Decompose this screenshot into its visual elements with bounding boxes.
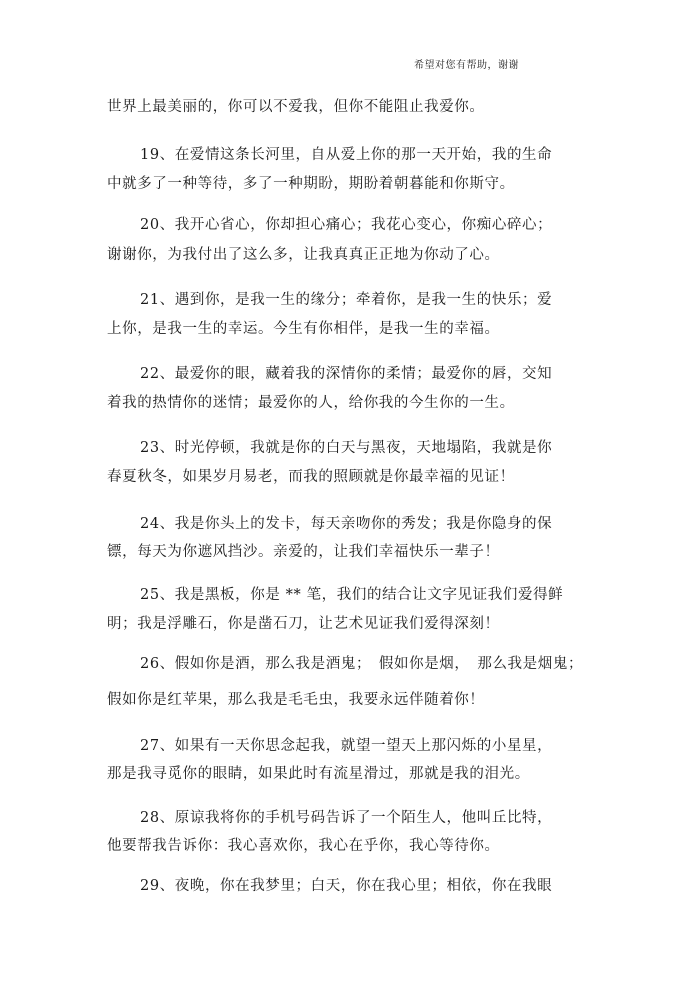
paragraph-line: 明；我是浮雕石，你是凿石刀，让艺术见证我们爱得深刻！: [107, 616, 500, 632]
paragraph-line: 春夏秋冬，如果岁月易老，而我的照顾就是你最幸福的见证！: [107, 469, 515, 485]
paragraph-line: 28、原谅我将你的手机号码告诉了一个陌生人，他叫丘比特，: [140, 810, 553, 826]
paragraph-line: 24、我是你头上的发卡，每天亲吻你的秀发；我是你隐身的保: [140, 516, 553, 532]
paragraph-line: 中就多了一种等待，多了一种期盼，期盼着朝暮能和你斯守。: [107, 176, 515, 192]
paragraph-line: 上你，是我一生的幸运。今生有你相伴，是我一生的幸福。: [107, 321, 500, 337]
paragraph-line: 21、遇到你，是我一生的缘分；牵着你，是我一生的快乐；爱: [140, 292, 553, 308]
paragraph-line: 世界上最美丽的，你可以不爱我，但你不能阻止我爱你。: [107, 99, 485, 115]
paragraph-line: 26、假如你是酒，那么我是酒鬼； 假如你是烟， 那么我是烟鬼；: [140, 656, 584, 672]
paragraph-line: 假如你是红苹果，那么我是毛毛虫，我要永远伴随着你！: [107, 692, 485, 708]
paragraph-line: 19、在爱情这条长河里，自从爱上你的那一天开始，我的生命: [140, 147, 553, 163]
paragraph-line: 22、最爱你的眼，藏着我的深情你的柔情；最爱你的唇，交知: [140, 366, 553, 382]
paragraph-line: 27、如果有一天你思念起我，就望一望天上那闪烁的小星星，: [140, 738, 553, 754]
header-note: 希望对您有帮助，谢谢: [414, 60, 519, 71]
paragraph-line: 29、夜晚，你在我梦里；白天，你在我心里；相依，你在我眼: [140, 878, 553, 894]
paragraph-line: 23、时光停顿，我就是你的白天与黑夜，天地塌陷，我就是你: [140, 440, 553, 456]
paragraph-line: 他要帮我告诉你：我心喜欢你，我心在乎你，我心等待你。: [107, 838, 500, 854]
paragraph-line: 20、我开心省心，你却担心痛心；我花心变心，你痴心碎心；: [140, 217, 553, 233]
paragraph-line: 镖，每天为你遮风挡沙。亲爱的，让我们幸福快乐一辈子！: [107, 544, 500, 560]
paragraph-line: 谢谢你，为我付出了这么多，让我真真正正地为你动了心。: [107, 247, 500, 263]
paragraph-line: 那是我寻觅你的眼睛，如果此时有流星滑过，那就是我的泪光。: [107, 766, 530, 782]
paragraph-line: 25、我是黑板，你是 ** 笔，我们的结合让文字见证我们爱得鲜: [140, 587, 564, 603]
paragraph-line: 着我的热情你的迷情；最爱你的人，给你我的今生你的一生。: [107, 395, 515, 411]
